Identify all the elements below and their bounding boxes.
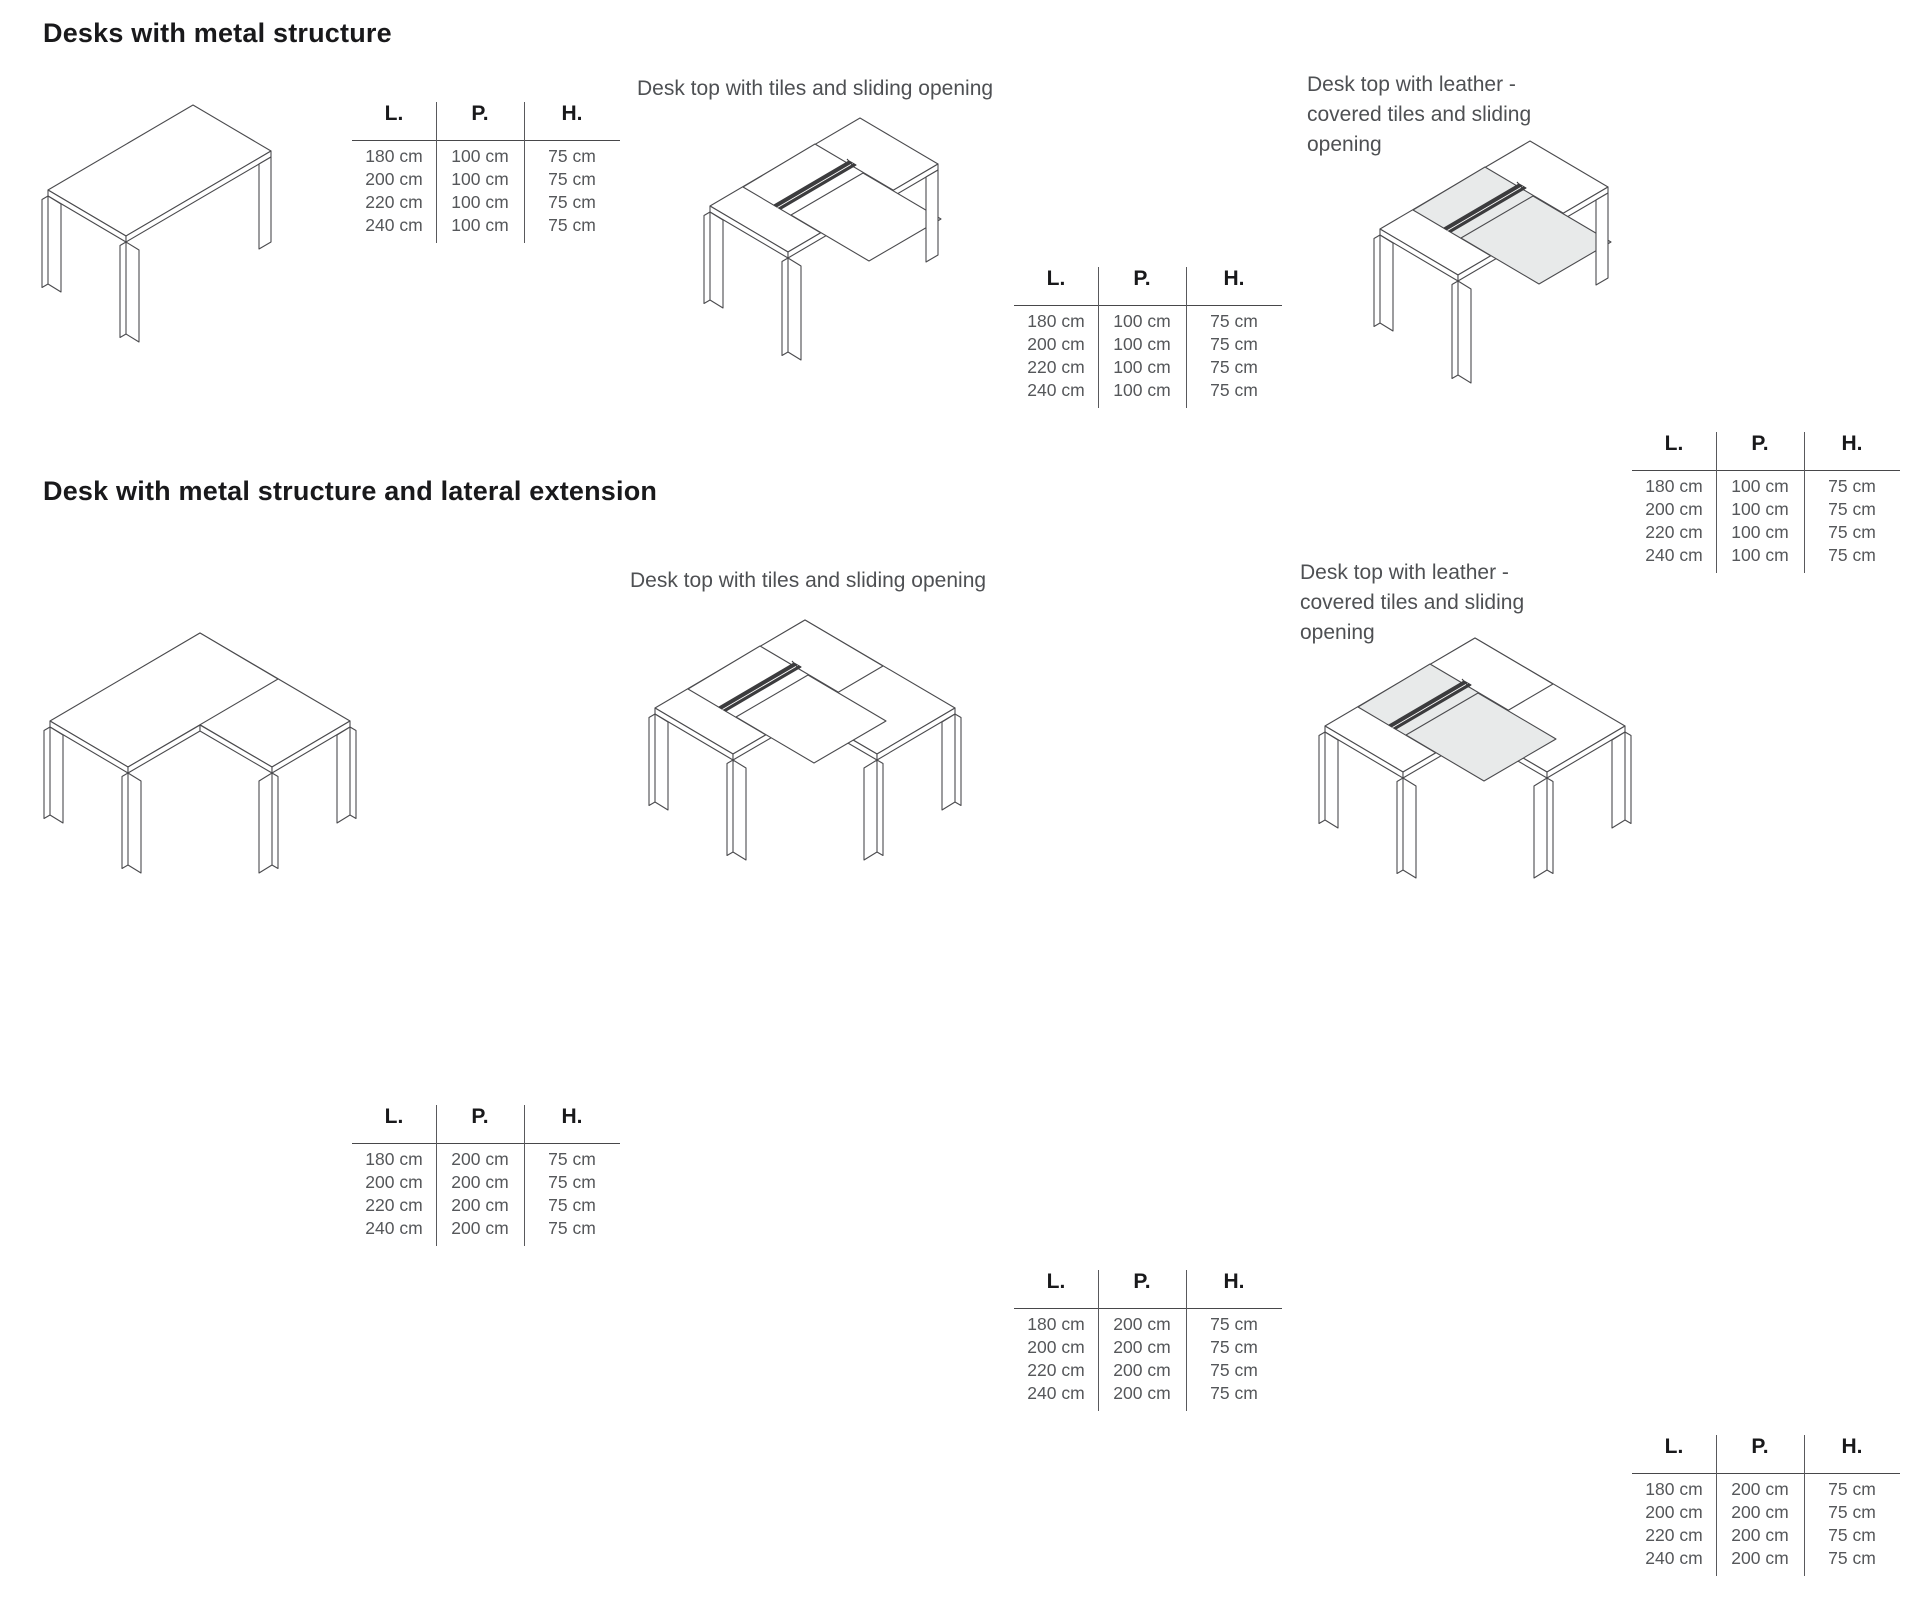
table-header-row — [352, 1103, 620, 1143]
column-header-length: L. — [1046, 1270, 1066, 1293]
table-cell: 240 cm — [365, 1218, 423, 1238]
column-header-depth: P. — [1751, 1435, 1769, 1458]
desk-tiles-drawing — [635, 110, 1015, 375]
column-header-height: H. — [1223, 1270, 1245, 1293]
table-cell: 200 cm — [1113, 1314, 1171, 1334]
table-cell: 220 cm — [1027, 1360, 1085, 1380]
desk-leather-tiles-drawing — [1305, 133, 1685, 398]
table-cell: 200 cm — [1027, 1337, 1085, 1357]
table-cell: 200 cm — [1113, 1360, 1171, 1380]
table-row — [1014, 1382, 1282, 1405]
column-header-length: L. — [1664, 1435, 1684, 1458]
table-cell: 200 cm — [1113, 1337, 1171, 1357]
table-cell: 75 cm — [548, 169, 596, 189]
table-cell: 180 cm — [1645, 476, 1703, 496]
table-row — [352, 1148, 620, 1171]
desk-variant-caption: Desk top with leather - covered tiles and sliding opening — [1307, 73, 1532, 156]
table-cell: 180 cm — [1027, 1314, 1085, 1334]
table-cell: 75 cm — [1828, 1502, 1876, 1522]
table-cell: 100 cm — [1113, 380, 1171, 400]
table-cell: 220 cm — [1027, 357, 1085, 377]
column-header-depth: P. — [1133, 1270, 1151, 1293]
table-cell: 75 cm — [1210, 311, 1258, 331]
table-body — [1014, 306, 1282, 402]
table-header-row — [1014, 1268, 1282, 1308]
dimensions-table — [1014, 265, 1282, 430]
table-divider — [1716, 1435, 1717, 1576]
section-title-desks-metal-structure: Desks with metal structure — [43, 18, 392, 48]
table-cell: 200 cm — [1027, 334, 1085, 354]
table-cell: 75 cm — [1828, 522, 1876, 542]
table-row — [1014, 310, 1282, 333]
table-header-row — [1632, 430, 1900, 470]
l-desk-leather-tiles-drawing — [1295, 630, 1655, 880]
table-row — [352, 1217, 620, 1240]
table-divider — [1186, 267, 1187, 408]
table-cell: 200 cm — [365, 1172, 423, 1192]
column-header-height: H. — [1841, 1435, 1863, 1458]
table-divider — [436, 1105, 437, 1246]
column-header-height: H. — [561, 102, 583, 125]
l-desk-leather-tiles-illustration-icon — [1295, 630, 1655, 880]
table-header-row — [352, 100, 620, 140]
column-header-length: L. — [384, 102, 404, 125]
table-divider — [524, 1105, 525, 1246]
table-row — [1632, 1501, 1900, 1524]
table-cell: 75 cm — [1210, 1360, 1258, 1380]
table-cell: 200 cm — [1731, 1479, 1789, 1499]
table-cell: 200 cm — [1731, 1525, 1789, 1545]
table-cell: 200 cm — [365, 169, 423, 189]
desk-variant-caption: Desk top with leather - covered tiles and sliding opening — [1300, 561, 1525, 644]
table-row — [1014, 356, 1282, 379]
table-cell: 200 cm — [1731, 1548, 1789, 1568]
l-desk-plain-drawing — [20, 625, 380, 875]
table-body — [1632, 1474, 1900, 1570]
column-header-depth: P. — [1133, 267, 1151, 290]
table-row — [1632, 1524, 1900, 1547]
dimensions-table — [1632, 430, 1900, 595]
table-cell: 100 cm — [1113, 311, 1171, 331]
table-cell: 100 cm — [1731, 522, 1789, 542]
table-cell: 75 cm — [1210, 380, 1258, 400]
column-header-depth: P. — [471, 1105, 489, 1128]
table-cell: 240 cm — [1645, 1548, 1703, 1568]
table-row — [1632, 475, 1900, 498]
table-cell: 75 cm — [548, 1195, 596, 1215]
table-cell: 75 cm — [1210, 1337, 1258, 1357]
table-cell: 240 cm — [365, 215, 423, 235]
table-cell: 75 cm — [548, 192, 596, 212]
table-cell: 75 cm — [1828, 476, 1876, 496]
table-cell: 200 cm — [1113, 1383, 1171, 1403]
column-header-depth: P. — [1751, 432, 1769, 455]
l-desk-plain-illustration-icon — [20, 625, 380, 875]
table-cell: 75 cm — [1210, 1314, 1258, 1334]
table-cell: 220 cm — [1645, 1525, 1703, 1545]
table-cell: 75 cm — [1828, 1525, 1876, 1545]
table-divider — [436, 102, 437, 243]
table-body — [1632, 471, 1900, 567]
table-row — [1632, 1547, 1900, 1570]
table-divider — [1804, 1435, 1805, 1576]
table-body — [1014, 1309, 1282, 1405]
table-row — [352, 214, 620, 237]
dimensions-table — [1632, 1433, 1900, 1598]
table-divider — [1098, 1270, 1099, 1411]
column-header-length: L. — [1046, 267, 1066, 290]
table-cell: 200 cm — [1645, 499, 1703, 519]
table-cell: 100 cm — [451, 169, 509, 189]
table-row — [1632, 521, 1900, 544]
table-row — [1014, 1359, 1282, 1382]
table-cell: 100 cm — [451, 192, 509, 212]
table-cell: 220 cm — [1645, 522, 1703, 542]
table-cell: 75 cm — [548, 1149, 596, 1169]
desk-leather-tiles-illustration-icon — [1305, 133, 1685, 398]
section-title-desk-lateral-extension: Desk with metal structure and lateral extension — [43, 476, 658, 506]
table-cell: 220 cm — [365, 1195, 423, 1215]
dimensions-table — [1014, 1268, 1282, 1433]
table-cell: 100 cm — [1113, 334, 1171, 354]
dimensions-table — [352, 100, 620, 265]
desk-tiles-illustration-icon — [635, 110, 1015, 375]
table-divider — [1186, 1270, 1187, 1411]
column-header-length: L. — [384, 1105, 404, 1128]
table-row — [1014, 333, 1282, 356]
dimensions-table — [352, 1103, 620, 1268]
table-cell: 200 cm — [451, 1195, 509, 1215]
table-cell: 100 cm — [1731, 545, 1789, 565]
table-row — [1632, 498, 1900, 521]
table-row — [352, 1171, 620, 1194]
table-cell: 100 cm — [1113, 357, 1171, 377]
table-body — [352, 141, 620, 237]
table-row — [352, 168, 620, 191]
table-cell: 200 cm — [1645, 1502, 1703, 1522]
column-header-length: L. — [1664, 432, 1684, 455]
table-cell: 75 cm — [548, 1218, 596, 1238]
table-cell: 100 cm — [1731, 476, 1789, 496]
l-desk-tiles-illustration-icon — [625, 612, 985, 862]
table-cell: 75 cm — [1828, 499, 1876, 519]
table-cell: 75 cm — [548, 1172, 596, 1192]
table-cell: 240 cm — [1027, 380, 1085, 400]
table-cell: 75 cm — [1828, 1479, 1876, 1499]
table-body — [352, 1144, 620, 1240]
table-row — [352, 1194, 620, 1217]
table-header-row — [1632, 1433, 1900, 1473]
table-cell: 75 cm — [1828, 1548, 1876, 1568]
table-cell: 180 cm — [365, 1149, 423, 1169]
table-row — [352, 191, 620, 214]
table-cell: 75 cm — [548, 146, 596, 166]
table-cell: 100 cm — [1731, 499, 1789, 519]
table-cell: 200 cm — [1731, 1502, 1789, 1522]
column-header-height: H. — [1223, 267, 1245, 290]
table-divider — [1716, 432, 1717, 573]
table-cell: 200 cm — [451, 1149, 509, 1169]
table-row — [1014, 1336, 1282, 1359]
l-desk-tiles-drawing — [625, 612, 985, 862]
desk-variant-caption: Desk top with tiles and sliding opening — [637, 77, 994, 100]
table-cell: 180 cm — [1027, 311, 1085, 331]
table-cell: 75 cm — [1210, 357, 1258, 377]
table-divider — [1098, 267, 1099, 408]
column-header-height: H. — [561, 1105, 583, 1128]
table-cell: 75 cm — [1210, 1383, 1258, 1403]
table-cell: 200 cm — [451, 1218, 509, 1238]
table-divider — [524, 102, 525, 243]
table-cell: 240 cm — [1645, 545, 1703, 565]
table-cell: 200 cm — [451, 1172, 509, 1192]
table-cell: 75 cm — [548, 215, 596, 235]
table-cell: 75 cm — [1210, 334, 1258, 354]
desk-plain-drawing — [28, 95, 298, 345]
table-row — [1014, 1313, 1282, 1336]
table-divider — [1804, 432, 1805, 573]
table-cell: 220 cm — [365, 192, 423, 212]
table-header-row — [1014, 265, 1282, 305]
table-cell: 100 cm — [451, 146, 509, 166]
table-cell: 75 cm — [1828, 545, 1876, 565]
table-row — [352, 145, 620, 168]
desk-variant-caption: Desk top with tiles and sliding opening — [630, 569, 987, 592]
table-row — [1014, 379, 1282, 402]
table-cell: 180 cm — [1645, 1479, 1703, 1499]
table-row — [1632, 544, 1900, 567]
column-header-height: H. — [1841, 432, 1863, 455]
table-cell: 100 cm — [451, 215, 509, 235]
table-row — [1632, 1478, 1900, 1501]
desk-plain-illustration-icon — [28, 95, 298, 345]
table-cell: 240 cm — [1027, 1383, 1085, 1403]
column-header-depth: P. — [471, 102, 489, 125]
table-cell: 180 cm — [365, 146, 423, 166]
